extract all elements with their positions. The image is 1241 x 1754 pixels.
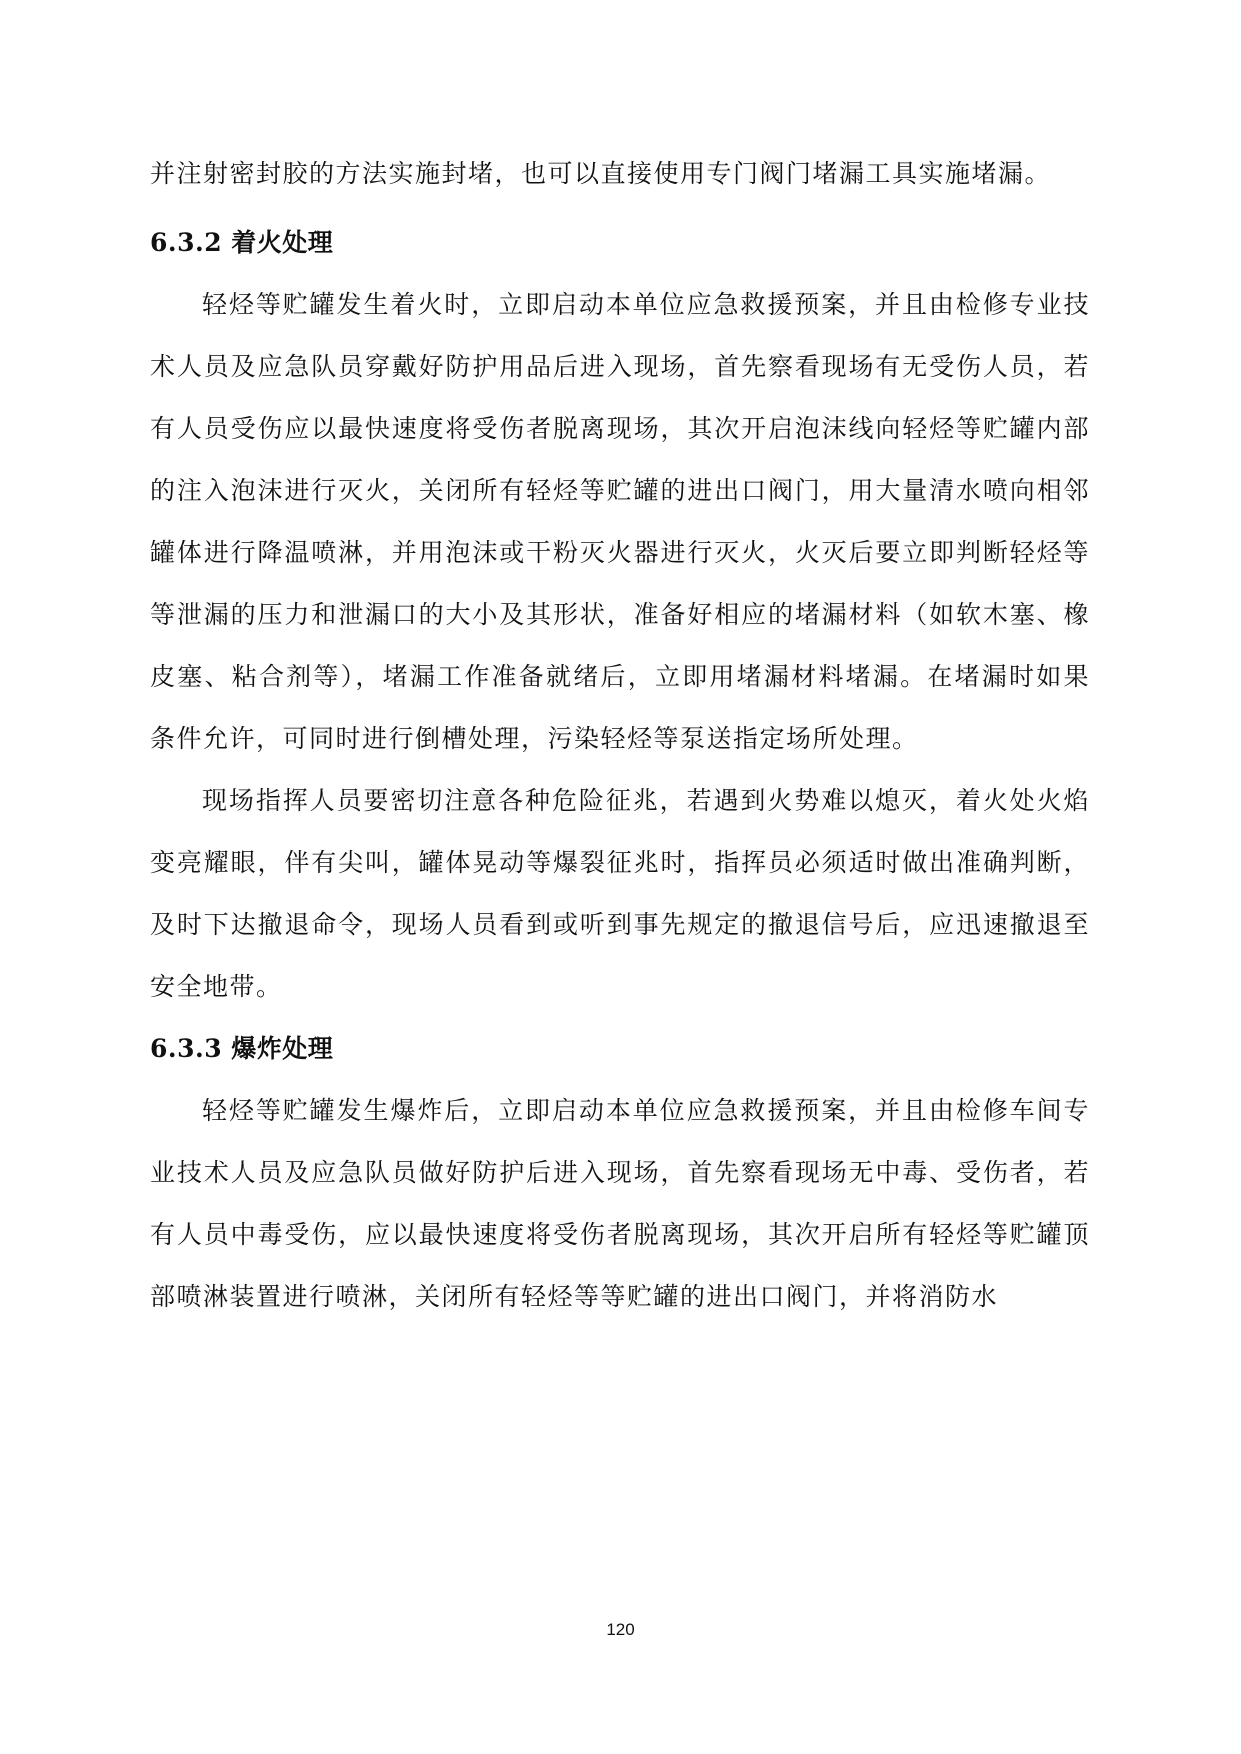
paragraph-fire-handling-1: 轻烃等贮罐发生着火时，立即启动本单位应急救援预案，并且由检修专业技术人员及应急队员穿戴好防护用品后进入现场，首先察看现场有无受伤人员，若有人员受伤应以最快速度将受伤者脱离现场，其次开启泡沫线向轻烃等贮罐内部的注入泡沫进行灭火，关闭所有轻烃等贮罐的进出口阀门，用大量清水喷向相邻罐体进行降温喷淋，并用泡沫或干粉灭火器进行灭火，火灭后要立即判断轻烃等等泄漏的压力和泄漏口的大小及其形状，准备好相应的堵漏材料（如软木塞、橡皮塞、粘合剂等），堵漏工作准备就绪后，立即用堵漏材料堵漏。在堵漏时如果条件允许，可同时进行倒槽处理，污染轻烃等泵送指定场所处理。 [150,290,1090,753]
page-body [150,158,1090,1328]
section-heading-explosion-handling: 6.3.3 爆炸处理 [150,1034,334,1063]
section-heading-fire-handling: 6.3.2 着火处理 [150,228,334,257]
paragraph-explosion-handling-1: 轻烃等贮罐发生爆炸后，立即启动本单位应急救援预案，并且由检修车间专业技术人员及应急队员做好防护后进入现场，首先察看现场无中毒、受伤者，若有人员中毒受伤，应以最快速度将受伤者脱离现场，其次开启所有轻烃等贮罐顶部喷淋装置进行喷淋，关闭所有轻烃等等贮罐的进出口阀门，并将消防水 [150,1096,1090,1311]
continuation-paragraph: 并注射密封胶的方法实施封堵，也可以直接使用专门阀门堵漏工具实施堵漏。 [150,159,1052,188]
spacer [150,190,1090,212]
page-number: 120 [606,1620,635,1639]
paragraph-fire-handling-2: 现场指挥人员要密切注意各种危险征兆，若遇到火势难以熄灭，着火处火焰变亮耀眼，伴有尖叫，罐体晃动等爆裂征兆时，指挥员必须适时做出准确判断，及时下达撤退命令，现场人员看到或听到事先规定的撤退信号后，应迅速撤退至安全地带。 [150,786,1090,1001]
